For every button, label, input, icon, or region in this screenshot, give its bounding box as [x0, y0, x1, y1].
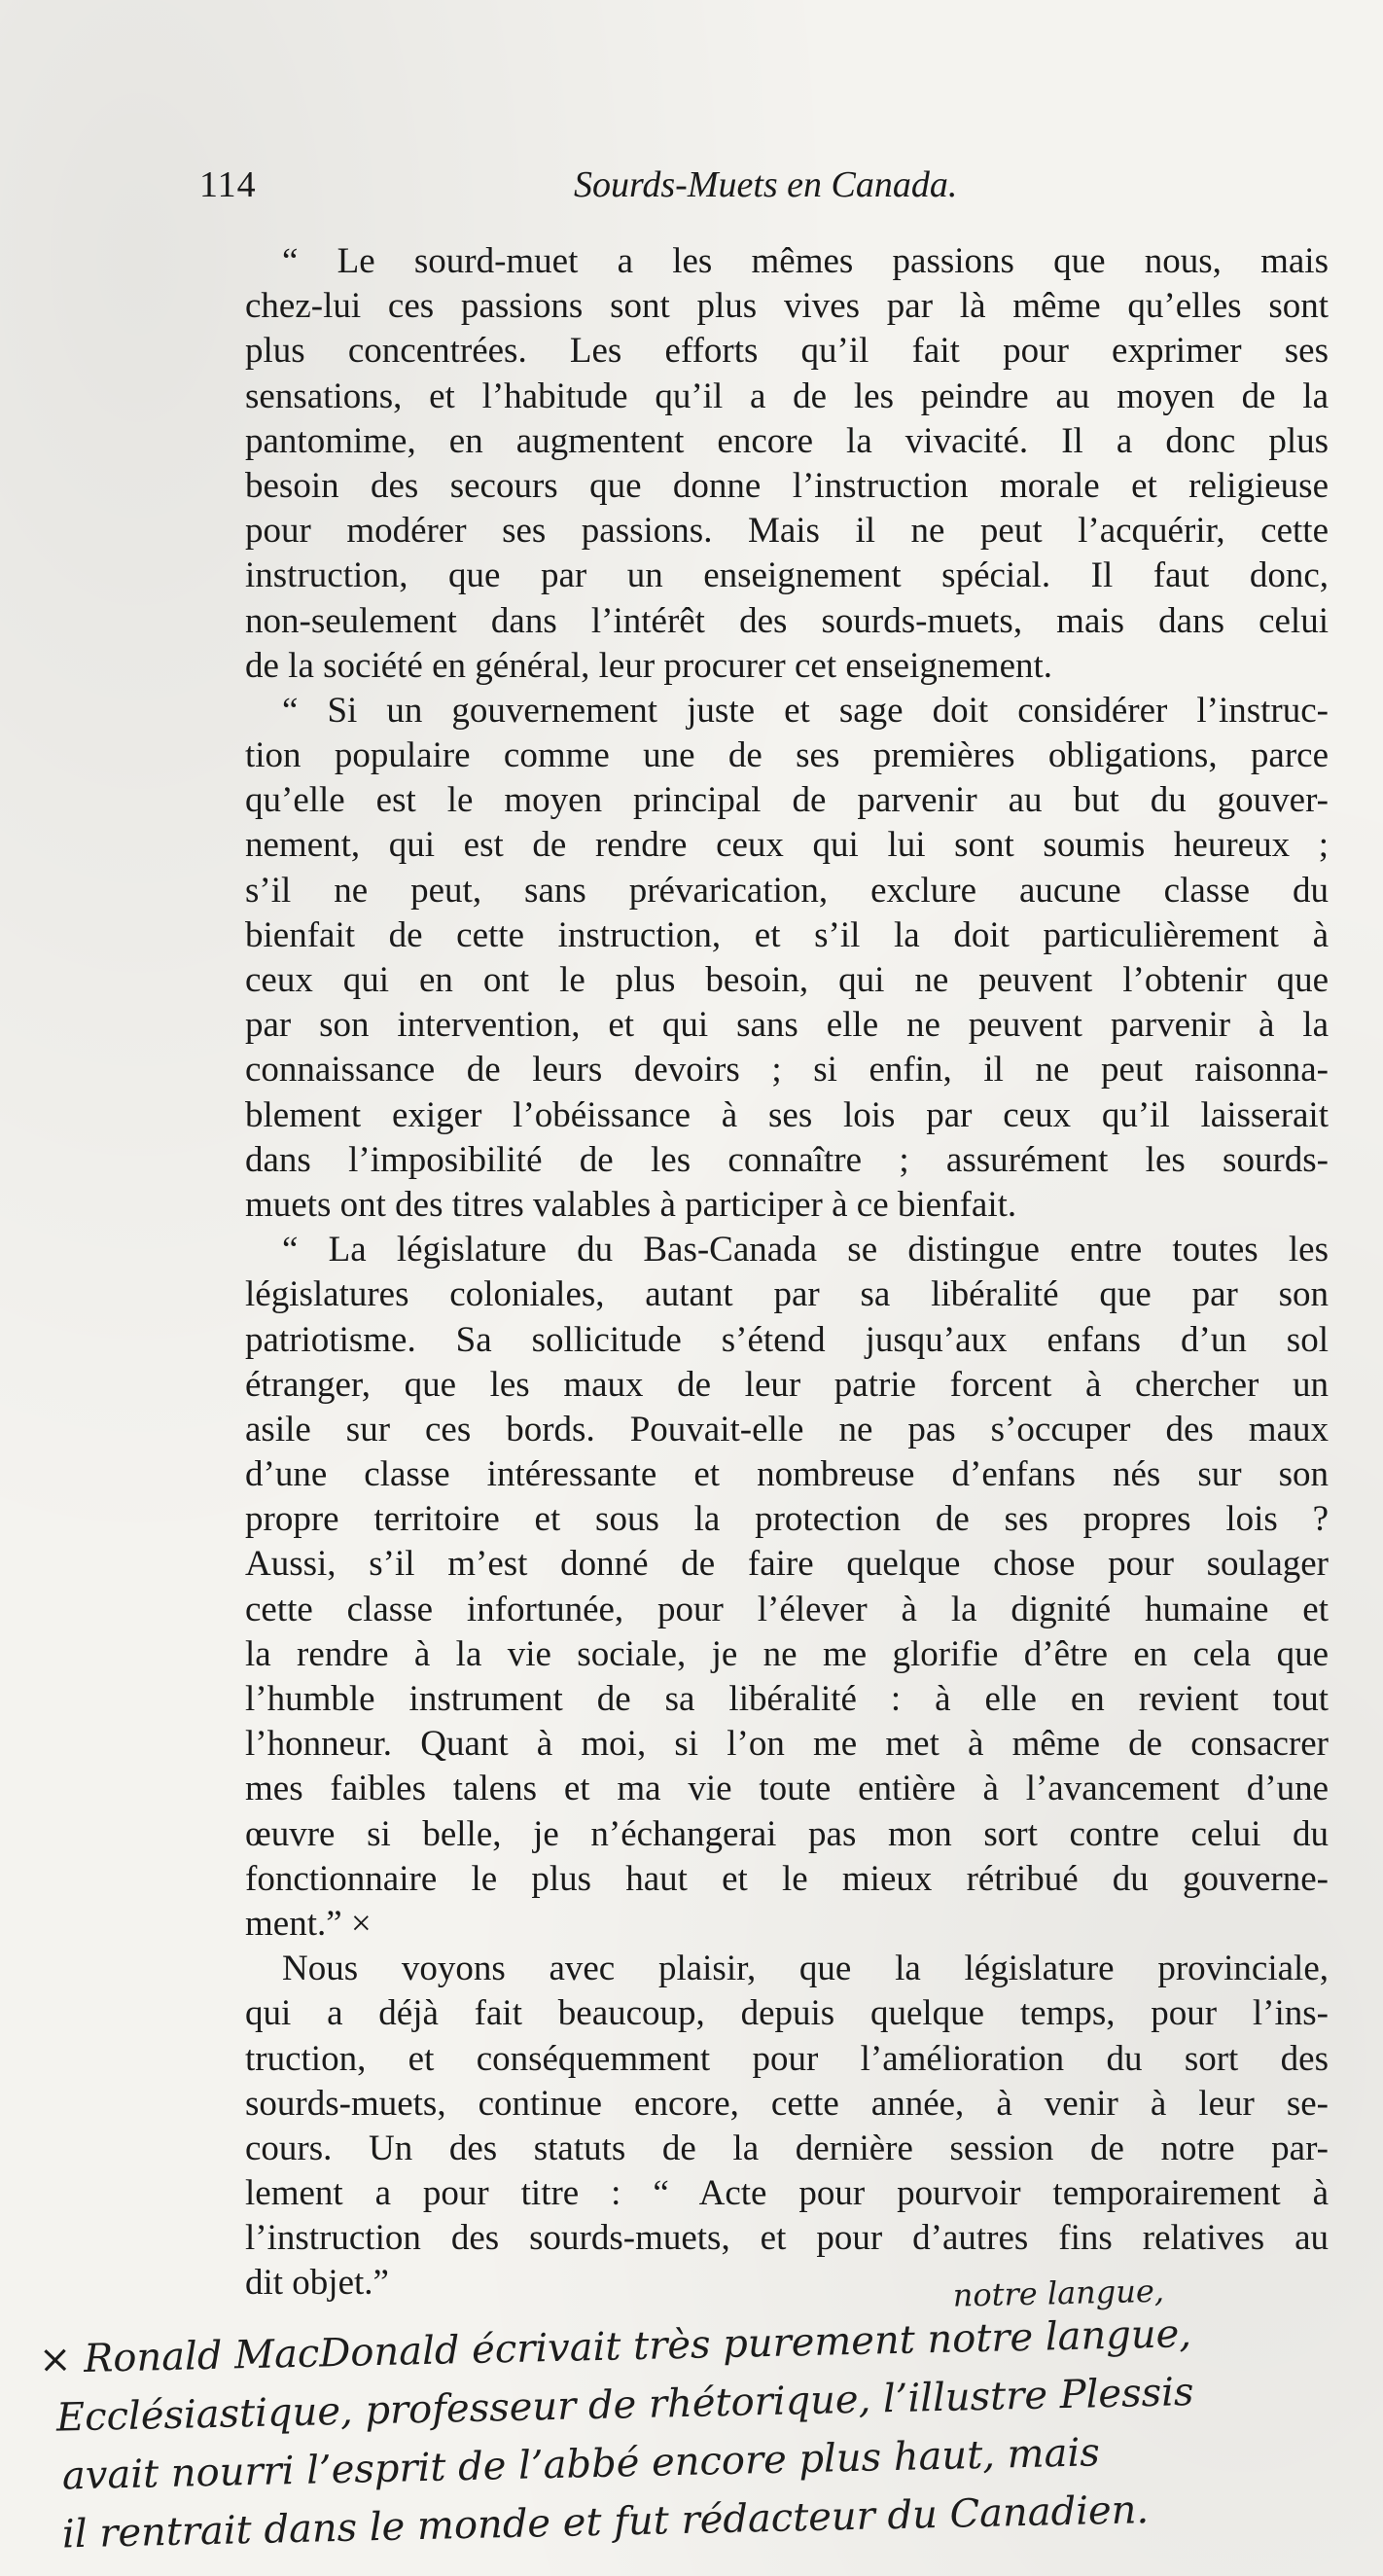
text-line: bienfait de cette instruction, et s’il la doit particulièrement à [245, 914, 1329, 955]
text-line: propre territoire et sous la protection de ses propres lois ? [245, 1499, 1329, 1540]
text-line: étranger, que les maux de leur patrie forcent à chercher un [245, 1364, 1329, 1405]
text-line: l’honneur. Quant à moi, si l’on me met à même de consacrer [245, 1724, 1329, 1765]
text-line: qui a déjà fait beaucoup, depuis quelque temps, pour l’ins- [245, 1993, 1329, 2034]
text-line: Nous voyons avec plaisir, que la législature provinciale, [282, 1949, 1329, 1989]
text-line: besoin des secours que donne l’instruction morale et religieuse [245, 465, 1329, 506]
text-line: “ Le sourd-muet a les mêmes passions que nous, mais [282, 241, 1329, 281]
text-line: pour modérer ses passions. Mais il ne peut l’acquérir, cette [245, 511, 1329, 552]
text-line: ceux qui en ont le plus besoin, qui ne peuvent l’obtenir que [245, 960, 1329, 1000]
text-line: nement, qui est de rendre ceux qui lui sont soumis heureux ; [245, 825, 1329, 866]
text-line: s’il ne peut, sans prévarication, exclure aucune classe du [245, 870, 1329, 911]
text-line: d’une classe intéressante et nombreuse d’enfans nés sur son [245, 1454, 1329, 1495]
text-line: dans l’imposibilité de les connaître ; assurément les sourds- [245, 1139, 1329, 1180]
running-head: Sourds-Muets en Canada. [574, 164, 958, 205]
text-line: “ Si un gouvernement juste et sage doit considérer l’instruc- [282, 690, 1329, 731]
text-line: mes faibles talens et ma vie toute entière à l’avancement d’une [245, 1769, 1329, 1809]
page-number: 114 [199, 164, 257, 205]
handwritten-line: Ecclésiastique, professeur de rhétorique, l’illustre Plessis [55, 2370, 1194, 2441]
text-line: plus concentrées. Les efforts qu’il fait pour exprimer ses [245, 331, 1329, 372]
text-line: tion populaire comme une de ses premières obligations, parce [245, 735, 1329, 776]
handwritten-line: × Ronald MacDonald écrivait très purement notre langue, [38, 2311, 1192, 2382]
text-line: l’humble instrument de sa libéralité : à elle en revient tout [245, 1679, 1329, 1719]
text-line: par son intervention, et qui sans elle ne peuvent parvenir à la [245, 1005, 1329, 1046]
text-line: ment.” × [245, 1903, 372, 1944]
text-line: blement exiger l’obéissance à ses lois par ceux qu’il laisserait [245, 1094, 1329, 1135]
handwritten-line: avait nourri l’esprit de l’abbé encore plus haut, mais [61, 2430, 1101, 2499]
text-line: fonctionnaire le plus haut et le mieux rétribué du gouverne- [245, 1858, 1329, 1899]
text-line: sensations, et l’habitude qu’il a de les peindre au moyen de la [245, 376, 1329, 416]
text-line: cours. Un des statuts de la dernière session de notre par- [245, 2128, 1329, 2168]
body-text [245, 239, 1329, 2307]
text-line: connaissance de leurs devoirs ; si enfin, il ne peut raisonna- [245, 1050, 1329, 1091]
text-line: œuvre si belle, je n’échangerai pas mon sort contre celui du [245, 1813, 1329, 1854]
text-line: qu’elle est le moyen principal de parvenir au but du gouver- [245, 780, 1329, 821]
text-line: cette classe infortunée, pour l’élever à la dignité humaine et [245, 1589, 1329, 1629]
text-line: asile sur ces bords. Pouvait-elle ne pas s’occuper des maux [245, 1409, 1329, 1449]
text-line: “ La législature du Bas-Canada se distingue entre toutes les [282, 1230, 1329, 1270]
text-line: muets ont des titres valables à participer à ce bienfait. [245, 1184, 1017, 1225]
text-line: instruction, que par un enseignement spécial. Il faut donc, [245, 555, 1329, 596]
text-line: de la société en général, leur procurer cet enseignement. [245, 645, 1053, 686]
text-line: pantomime, en augmentent encore la vivacité. Il a donc plus [245, 420, 1329, 461]
text-line: l’instruction des sourds-muets, et pour d’autres fins relatives au [245, 2218, 1329, 2259]
text-line: non-seulement dans l’intérêt des sourds-muets, mais dans celui [245, 600, 1329, 641]
text-line: lement a pour titre : “ Acte pour pourvoir temporairement à [245, 2173, 1329, 2214]
text-line: dit objet.” [245, 2263, 389, 2304]
handwritten-line: il rentrait dans le monde et fut rédacteur du Canadien. [61, 2487, 1150, 2558]
text-line: patriotisme. Sa sollicitude s’étend jusqu’aux enfans d’un sol [245, 1319, 1329, 1360]
text-line: truction, et conséquemment pour l’amélioration du sort des [245, 2038, 1329, 2079]
text-line: sourds-muets, continue encore, cette année, à venir à leur se- [245, 2083, 1329, 2124]
page-header [199, 163, 1318, 222]
text-line: Aussi, s’il m’est donné de faire quelque chose pour soulager [245, 1544, 1329, 1585]
handwritten-line: notre langue, [952, 2272, 1165, 2314]
text-line: législatures coloniales, autant par sa libéralité que par son [245, 1274, 1329, 1315]
text-line: chez-lui ces passions sont plus vives par là même qu’elles sont [245, 286, 1329, 327]
text-line: la rendre à la vie sociale, je ne me glorifie d’être en cela que [245, 1633, 1329, 1674]
